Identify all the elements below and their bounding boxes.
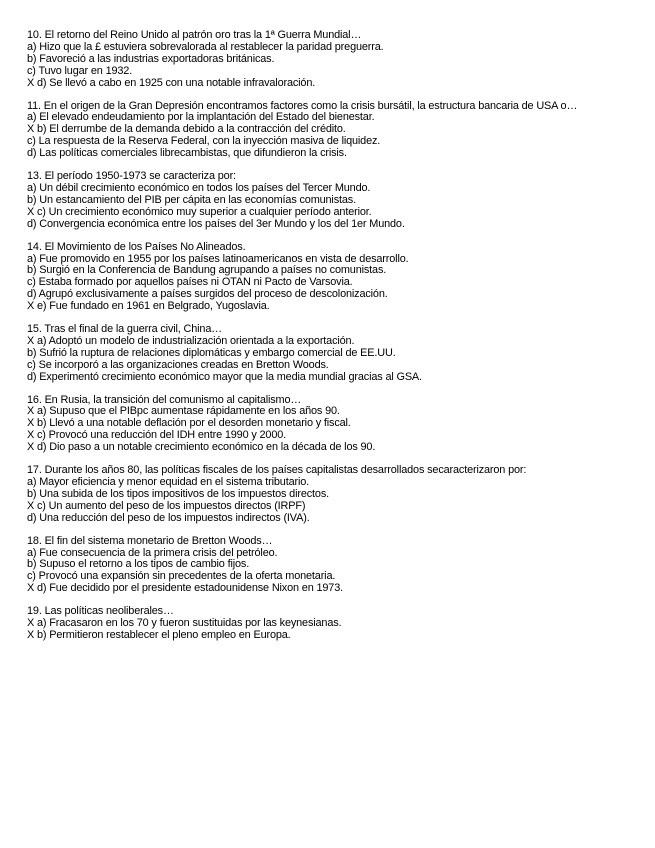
question-17 xyxy=(27,465,633,525)
answer-option: b) Surgió en la Conferencia de Bandung agrupando a países no comunistas. xyxy=(27,264,387,277)
answer-option-marked: X d) Se llevó a cabo en 1925 con una notable infravaloración. xyxy=(27,76,316,89)
answer-option-marked: X d) Fue decidido por el presidente estadounidense Nixon en 1973. xyxy=(27,582,343,595)
answer-option-marked: X a) Adoptó un modelo de industrialización orientada a la exportación. xyxy=(27,334,355,347)
answer-option: b) Sufrió la ruptura de relaciones diplomáticas y embargo comercial de EE.UU. xyxy=(27,346,396,359)
question-11 xyxy=(27,101,633,161)
question-10 xyxy=(27,30,633,90)
question-stem: 13. El período 1950-1973 se caracteriza por: xyxy=(27,170,236,183)
question-stem: 10. El retorno del Reino Unido al patrón oro tras la 1ª Guerra Mundial… xyxy=(27,29,362,41)
question-stem: 19. Las políticas neoliberales… xyxy=(27,605,174,618)
answer-option: b) Supuso el retorno a los tipos de cambio fijos. xyxy=(27,558,250,571)
answer-option-marked: X c) Un aumento del peso de los impuestos directos (IRPF) xyxy=(27,499,306,512)
question-stem: 17. Durante los años 80, las políticas fiscales de los países capitalistas desarrollados secaracterizaron por: xyxy=(27,464,527,477)
answer-option: d) Una reducción del peso de los impuestos indirectos (IVA). xyxy=(27,511,310,524)
answer-option-marked: X b) Permitieron restablecer el pleno empleo en Europa. xyxy=(27,628,291,641)
question-stem: 11. En el origen de la Gran Depresión encontramos factores como la crisis bursátil, la estructura bancaria de USA o… xyxy=(27,99,578,112)
answer-option: a) El elevado endeudamiento por la implantación del Estado del bienestar. xyxy=(27,111,375,124)
answer-option: d) Convergencia económica entre los países del 3er Mundo y los del 1er Mundo. xyxy=(27,217,405,230)
question-16 xyxy=(27,395,633,455)
answer-option-marked: X a) Fracasaron en los 70 y fueron sustituidas por las keynesianas. xyxy=(27,617,342,630)
answer-option: b) Favoreció a las industrias exportadoras británicas. xyxy=(27,52,275,65)
answer-option-marked: X e) Fue fundado en 1961 en Belgrado, Yugoslavia. xyxy=(27,300,270,313)
question-19 xyxy=(27,606,633,642)
answer-option: a) Fue consecuencia de la primera crisis del petróleo. xyxy=(27,546,278,559)
answer-option: a) Hizo que la £ estuviera sobrevalorada al restablecer la paridad preguerra. xyxy=(27,40,384,53)
question-15 xyxy=(27,324,633,384)
answer-option-marked: X a) Supuso que el PIBpc aumentase rápidamente en los años 90. xyxy=(27,405,340,418)
answer-option-marked: X c) Provocó una reducción del IDH entre 1990 y 2000. xyxy=(27,429,287,442)
answer-option-marked: X c) Un crecimiento económico muy superior a cualquier período anterior. xyxy=(27,205,372,218)
question-14 xyxy=(27,242,633,313)
answer-option: a) Un débil crecimiento económico en todos los países del Tercer Mundo. xyxy=(27,181,371,194)
answer-option: c) Se incorporó a las organizaciones creadas en Bretton Woods. xyxy=(27,358,329,371)
answer-option: d) Las políticas comerciales librecambistas, que difundieron la crisis. xyxy=(27,147,347,160)
answer-option: c) Estaba formado por aquellos países ni OTAN ni Pacto de Varsovia. xyxy=(27,276,353,289)
answer-option: c) La respuesta de la Reserva Federal, con la inyección masiva de liquidez. xyxy=(27,135,381,148)
question-13 xyxy=(27,171,633,231)
answer-option-marked: X d) Dio paso a un notable crecimiento económico en la década de los 90. xyxy=(27,441,376,454)
answer-option-marked: X b) Llevó a una notable deflación por el desorden monetario y fiscal. xyxy=(27,417,351,430)
answer-option: a) Fue promovido en 1955 por los países latinoamericanos en vista de desarrollo. xyxy=(27,252,409,265)
answer-option: d) Experimentó crecimiento económico mayor que la media mundial gracias al GSA. xyxy=(27,370,422,383)
answer-option: c) Provocó una expansión sin precedentes de la oferta monetaria. xyxy=(27,570,336,583)
answer-option: b) Una subida de los tipos impositivos de los impuestos directos. xyxy=(27,487,329,500)
answer-option: b) Un estancamiento del PIB per cápita en las economías comunistas. xyxy=(27,193,356,206)
question-list xyxy=(27,30,633,653)
question-18 xyxy=(27,536,633,596)
answer-option: c) Tuvo lugar en 1932. xyxy=(27,64,133,77)
answer-option-marked: X b) El derrumbe de la demanda debido a la contracción del crédito. xyxy=(27,123,346,136)
answer-option: a) Mayor eficiencia y menor equidad en el sistema tributario. xyxy=(27,476,310,488)
question-stem: 14. El Movimiento de los Países No Alineados. xyxy=(27,240,246,253)
question-stem: 15. Tras el final de la guerra civil, China… xyxy=(27,323,222,336)
answer-option: d) Agrupó exclusivamente a países surgidos del proceso de descolonización. xyxy=(27,288,388,301)
question-stem: 18. El fin del sistema monetario de Bretton Woods… xyxy=(27,534,273,547)
question-stem: 16. En Rusia, la transición del comunismo al capitalismo… xyxy=(27,393,302,406)
